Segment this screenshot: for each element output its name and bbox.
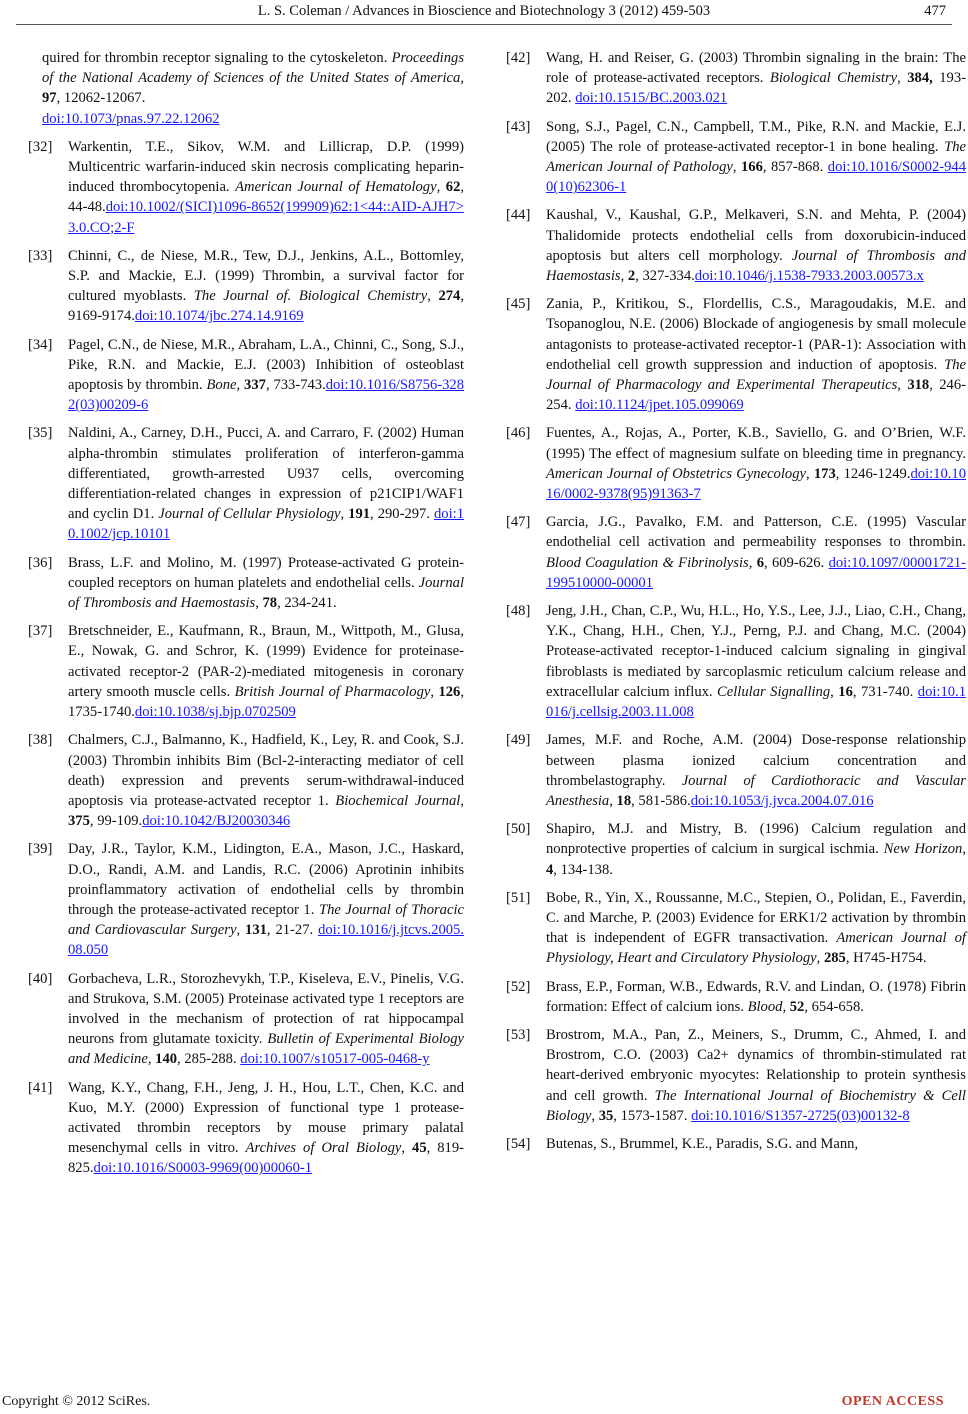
- volume: 285: [823, 950, 846, 967]
- reference-item: [506, 977, 966, 1017]
- pages: , 819-825.: [68, 1140, 465, 1177]
- journal-name: Biochemical Journal: [335, 792, 461, 809]
- reference-item: [28, 137, 464, 238]
- reference-item: [28, 730, 464, 831]
- authors-and-title: Shapiro, M.J. and Mistry, B. (1996) Calcium regulation and nonprotective properties of calcium in surgical ischmia.: [546, 821, 966, 858]
- separator: ,: [782, 998, 790, 1015]
- authors-and-title: Warkentin, T.E., Sikov, W.M. and Lillicrap, D.P. (1999) Multicentric warfarin-induced skin necrosis complicating heparin-induced thrombocytopenia.: [68, 138, 464, 196]
- doi-link[interactable]: doi:10.1073/pnas.97.22.12062: [42, 110, 220, 127]
- pages: 193-202.: [546, 70, 966, 107]
- reference-item: [28, 335, 464, 416]
- volume: 140: [155, 1051, 178, 1068]
- journal-name: Bulletin of Experimental Biology and Medicine: [68, 1031, 464, 1068]
- authors-and-title: Kaushal, V., Kaushal, G.P., Melkaveri, S.N. and Mehta, P. (2004) Thalidomide protects endothelial cells from doxorubicin-induced apoptosis but alters cell morphology.: [546, 207, 966, 264]
- separator: ,: [620, 268, 628, 285]
- authors-and-title: Jeng, J.H., Chan, C.P., Wu, H.L., Ho, Y.S., Lee, J.J., Liao, C.H., Chang, Y.K., Chang, H.H., Chen, Y.J., Perng, P.J. and Chang, M.C. (2004) Protease-activated receptor-1-induced calcium signaling in gingival fibroblasts is mediated by sarcoplasmic reticulum calcium release and extracellular calcium influx.: [546, 603, 966, 700]
- journal-name: The Journal of Pharmacology and Experimental Therapeutics: [546, 356, 966, 394]
- authors-and-title: Brass, E.P., Forman, W.B., Edwards, R.V. and Lindan, O. (1978) Fibrin formation: Effect of calcium ions.: [546, 978, 966, 1015]
- journal-name: Journal of Cellular Physiology: [158, 506, 341, 523]
- separator: ,: [427, 288, 439, 305]
- doi-link[interactable]: doi:10.1016/0002-9378(95)91363-7: [546, 465, 967, 503]
- journal-name: American Journal of Hematology: [235, 179, 437, 196]
- separator: ,: [460, 792, 464, 809]
- pages: , 327-334.: [635, 268, 695, 285]
- reference-text: [546, 117, 966, 198]
- reference-text: [546, 730, 966, 811]
- journal-name: The International Journal of Biochemistry & Cell Biology: [546, 1087, 966, 1124]
- separator: ,: [748, 554, 757, 571]
- volume: 384,: [907, 70, 933, 87]
- reference-item: [506, 117, 966, 198]
- reference-item: [28, 553, 464, 614]
- reference-number: [44]: [506, 207, 531, 224]
- authors-and-title: Brostrom, M.A., Pan, Z., Meiners, S., Drumm, C., Ahmed, I. and Brostrom, C.O. (2003) Ca2+ dynamics of thrombin-stimulated rat heart-derived embryonic myocytes: Relationship to protein synthesis and cell growth.: [546, 1026, 966, 1104]
- authors-and-title: Brass, L.F. and Molino, M. (1997) Protease-activated G protein-coupled receptors on human platelets and endothelial cells.: [68, 554, 464, 591]
- separator: ,: [830, 683, 839, 700]
- separator: ,: [430, 683, 439, 700]
- reference-text: [68, 553, 464, 614]
- journal-name: Cellular Signalling: [717, 683, 831, 700]
- pages: , 654-658.: [804, 998, 864, 1015]
- reference-item: [28, 1078, 464, 1179]
- volume: 375: [68, 813, 90, 830]
- authors-and-title: Naldini, A., Carney, D.H., Pucci, A. and Carraro, F. (2002) Human alpha-thrombin stimulates proliferation of interferon-gamma differentiated, growth-arrested U937 cells, overcoming differentiation-related changes in expression of p21CIP1/WAF1 and cyclin D1.: [68, 425, 464, 523]
- authors-and-title: Wang, K.Y., Chang, F.H., Jeng, J. H., Hou, L.T., Chen, K.C. and Kuo, M.Y. (2000) Expression of functional type 1 protease-activated thrombin receptors by mouse primary palatal mesenchymal cells in vitro.: [68, 1079, 464, 1157]
- pages: , 285-288.: [177, 1051, 241, 1068]
- pages: , 581-586.: [631, 792, 691, 809]
- separator: ,: [591, 1107, 599, 1124]
- pages: , 99-109.: [89, 813, 143, 830]
- doi-link[interactable]: doi:10.1016/S0003-9969(00)00060-1: [93, 1160, 313, 1177]
- reference-item: [28, 969, 464, 1070]
- volume: 337: [244, 377, 266, 394]
- pages: , 134-138.: [553, 861, 613, 878]
- pages: , 290-297.: [370, 506, 434, 523]
- right-column: [506, 48, 966, 1162]
- journal-name: Blood Coagulation & Fibrinolysis: [546, 554, 749, 571]
- journal-name: Journal of Thrombosis and Haemostasis: [68, 574, 464, 612]
- journal-name: Bone: [206, 377, 237, 394]
- pages: , 1246-1249.: [835, 465, 911, 482]
- doi-link[interactable]: doi:10.1007/s10517-005-0468-y: [240, 1051, 430, 1068]
- volume: 35: [598, 1107, 614, 1124]
- volume: 318: [907, 377, 930, 394]
- doi-link[interactable]: doi:10.1124/jpet.105.099069: [575, 397, 744, 414]
- reference-number: [49]: [506, 732, 531, 749]
- reference-text: [546, 888, 966, 969]
- pages: , 733-743.: [265, 377, 326, 394]
- reference-item: [506, 819, 966, 880]
- running-title: L. S. Coleman / Advances in Bioscience and Biotechnology 3 (2012) 459-503: [257, 3, 711, 19]
- separator: ,: [436, 179, 446, 196]
- reference-number: [52]: [506, 978, 531, 995]
- pages: , 1735-1740.: [68, 683, 464, 721]
- reference-text: [68, 423, 464, 544]
- doi-link[interactable]: doi:10.1002/jcp.10101: [68, 506, 464, 543]
- reference-text: [68, 730, 464, 831]
- reference-text: [546, 1025, 966, 1126]
- reference-item: [506, 1134, 966, 1154]
- reference-item: [28, 621, 464, 722]
- journal-name: The Journal of. Biological Chemistry: [193, 288, 428, 305]
- pages: , 9169-9174.: [68, 288, 464, 325]
- reference-text: [68, 246, 464, 327]
- volume: 274: [438, 288, 461, 305]
- reference-number: [53]: [506, 1026, 531, 1043]
- doi-link[interactable]: doi:10.1042/BJ20030346: [142, 813, 291, 830]
- authors-and-title: Pagel, C.N., de Niese, M.R., Abraham, L.A., Chinni, C., Song, S.J., Pike, R.N. and Mackie, E.J. (2003) Inhibition of osteoblast apoptosis by thrombin.: [68, 336, 464, 394]
- authors-and-title: James, M.F. and Roche, A.M. (2004) Dose-response relationship between plasma ionized calcium concentration and thrombelastography.: [546, 732, 966, 789]
- volume: 126: [438, 683, 461, 700]
- authors-and-title: Garcia, J.G., Pavalko, F.M. and Patterson, C.E. (1995) Vascular endothelial cell activation and permeability responses to thrombin.: [546, 514, 966, 551]
- journal-name: Archives of Oral Biology: [245, 1140, 402, 1157]
- volume: 191: [348, 506, 371, 523]
- reference-number: [45]: [506, 296, 531, 313]
- separator: ,: [340, 506, 349, 523]
- reference-number: [37]: [28, 623, 53, 640]
- reference-item: [506, 512, 966, 593]
- separator: ,: [401, 1140, 413, 1157]
- doi-link[interactable]: doi:10.1515/BC.2003.021: [575, 90, 728, 107]
- reference-number: [42]: [506, 50, 531, 66]
- doi-link[interactable]: doi:10.1016/S1357-2725(03)00132-8: [691, 1107, 910, 1124]
- running-header: [0, 0, 968, 32]
- page-number: 477: [924, 3, 946, 19]
- header-divider: [16, 24, 952, 25]
- separator: ,: [962, 841, 966, 858]
- reference-item: [506, 1025, 966, 1126]
- journal-name: Proceedings of the National Academy of Sciences of the United States of America: [42, 50, 464, 87]
- reference-item: [506, 730, 966, 811]
- separator: ,: [805, 465, 814, 482]
- volume: 16: [838, 683, 853, 700]
- reference-list-right: [506, 48, 966, 1154]
- reference-number: [32]: [28, 138, 53, 155]
- reference-number: [41]: [28, 1079, 53, 1096]
- reference-item: [506, 205, 966, 286]
- reference-list-left: [28, 137, 464, 1179]
- reference-item: [506, 423, 966, 504]
- reference-text: [546, 512, 966, 593]
- reference-text: [68, 1078, 464, 1179]
- reference-item: [28, 246, 464, 327]
- reference-text: [546, 423, 966, 504]
- reference-number: [54]: [506, 1135, 531, 1152]
- separator: ,: [236, 377, 245, 394]
- doi-link[interactable]: doi:10.1053/j.jvca.2004.07.016: [690, 792, 874, 809]
- reference-text: [546, 205, 966, 286]
- separator: ,: [609, 792, 617, 809]
- pages: , 234-241.: [277, 595, 337, 612]
- doi-link[interactable]: doi:10.1016/j.cellsig.2003.11.008: [546, 683, 967, 721]
- volume: 173: [813, 465, 836, 482]
- reference-item: [28, 423, 464, 544]
- journal-name: Journal of Thrombosis and Haemostasis: [546, 247, 966, 285]
- volume: 78: [262, 595, 278, 612]
- separator: ,: [897, 70, 908, 87]
- pages: , 731-740.: [852, 683, 918, 700]
- pages: , H745-H754.: [845, 950, 927, 967]
- reference-number: [40]: [28, 970, 53, 987]
- volume: 6: [756, 554, 764, 571]
- journal-name: American Journal of Physiology, Heart and Circulatory Physiology: [546, 930, 966, 967]
- journal-name: British Journal of Pharmacology: [234, 683, 431, 700]
- reference-number: [38]: [28, 732, 53, 749]
- doi-link[interactable]: doi:10.1097/00001721-199510000-00001: [546, 554, 967, 591]
- authors-and-title: Day, J.R., Taylor, K.M., Lidington, E.A., Mason, J.C., Haskard, D.O., Randi, A.M. and Landis, R.C. (2006) Aprotinin inhibits proinflammatory activation of endothelial cells by thrombin through the protease-activated receptor 1.: [68, 841, 464, 918]
- doi-link[interactable]: doi:10.1016/S0002-9440(10)62306-1: [546, 159, 967, 196]
- journal-name: American Journal of Obstetrics Gynecology: [546, 465, 806, 482]
- doi-link[interactable]: doi:10.1038/sj.bjp.0702509: [134, 704, 296, 721]
- authors-and-title: Gorbacheva, L.R., Storozhevykh, T.P., Kiseleva, E.V., Pinelis, V.G. and Strukova, S.M. (2005) Proteinase activated type 1 receptors are involved in the mechanism of protection of rat hippocampal neurons from glutamate toxicity.: [68, 970, 464, 1048]
- pages: , 21-27.: [266, 922, 319, 939]
- open-access-label: OPEN ACCESS: [841, 1394, 944, 1409]
- reference-number: [51]: [506, 889, 531, 906]
- reference-text: [546, 601, 966, 722]
- authors-and-title: Chalmers, C.J., Balmanno, K., Hadfield, K., Ley, R. and Cook, S.J. (2003) Thrombin inhibits Bim (Bcl-2-interacting mediator of cell death) expression and prevents serum-withdrawal-induced apoptosis via protease-actvated receptor 1.: [68, 732, 464, 809]
- reference-item: [506, 888, 966, 969]
- pages: , 1573-1587.: [613, 1107, 692, 1124]
- volume: 4: [546, 861, 554, 878]
- reference-text: [546, 1134, 966, 1154]
- reference-text: [68, 969, 464, 1070]
- volume: 131: [245, 922, 267, 939]
- pages: , 609-626.: [763, 554, 829, 571]
- journal-name: The American Journal of Pathology: [546, 138, 966, 176]
- authors-and-title: Zania, P., Kritikou, S., Flordellis, C.S., Maragoudakis, M.E. and Tsopanoglou, N.E. (2006) Blockade of angiogenesis by small molecule antagonists to protease-activated receptor-1 (PAR-1): Association with endothelial cell growth suppression and induction of apoptosis.: [546, 296, 966, 373]
- authors-and-title: Chinni, C., de Niese, M.R., Tew, D.J., Jenkins, A.L., Bottomley, S.P. and Mackie, E.J. (1999) Thrombin, a survival factor for cultured myoblasts.: [68, 247, 464, 305]
- copyright-notice: Copyright © 2012 SciRes.: [2, 1394, 151, 1409]
- authors-and-title: Bretschneider, E., Kaufmann, R., Braun, M., Wittpoth, M., Glusa, E., Nowak, G. and Schror, K. (1999) Evidence for proteinase-activated receptor-2 (PAR-2)-mediated mitogenesis in coronary artery smooth muscle cells.: [68, 623, 464, 700]
- reference-number: [43]: [506, 118, 531, 135]
- reference-text: [546, 977, 966, 1017]
- reference-number: [48]: [506, 603, 531, 620]
- separator: ,: [147, 1051, 156, 1068]
- reference-item: [506, 294, 966, 415]
- journal-name: Blood: [747, 998, 783, 1015]
- authors-and-title: Butenas, S., Brummel, K.E., Paradis, S.G. and Mann,: [546, 1135, 859, 1152]
- journal-name: The Journal of Thoracic and Cardiovascular Surgery: [68, 901, 464, 939]
- volume: 45: [412, 1140, 427, 1157]
- volume: 97: [42, 90, 57, 107]
- doi-link[interactable]: doi:10.1016/j.jtcvs.2005.08.050: [68, 922, 464, 959]
- reference-number: [35]: [28, 425, 53, 442]
- reference-number: [47]: [506, 514, 531, 531]
- pages: , 246-254.: [546, 377, 966, 414]
- reference-item: [506, 601, 966, 722]
- reference-number: [39]: [28, 841, 53, 858]
- pages: , 44-48.: [68, 179, 465, 216]
- reference-number: [34]: [28, 336, 53, 353]
- journal-name: Journal of Cardiothoracic and Vascular Anesthesia: [546, 772, 966, 809]
- authors-and-title: Song, S.J., Pagel, C.N., Campbell, T.M., Pike, R.N. and Mackie, E.J. (2005) The role of protease-activated receptor-1 in bone healing.: [546, 118, 966, 155]
- pages: , 857-868.: [762, 159, 828, 176]
- reference-text: [68, 137, 464, 238]
- authors-and-title: Wang, H. and Reiser, G. (2003) Thrombin signaling in the brain: The role of protease-activated receptors.: [546, 50, 966, 87]
- reference-number: [50]: [506, 821, 531, 838]
- reference-text: [68, 335, 464, 416]
- reference-text: [546, 48, 966, 109]
- reference-item: [506, 48, 966, 109]
- doi-link[interactable]: doi:10.1046/j.1538-7933.2003.00573.x: [694, 268, 924, 285]
- left-column: [28, 48, 464, 1187]
- journal-name: New Horizon: [883, 841, 963, 858]
- doi-link[interactable]: doi:10.1016/S8756-3282(03)00209-6: [68, 377, 464, 414]
- volume: 52: [789, 998, 805, 1015]
- reference-text: [546, 819, 966, 880]
- continued-reference: quired for thrombin receptor signaling to the cytoskeleton. Proceedings of the National Academy of Sciences of the United States of America, 97, 12062-12067. doi:10.1073/pnas.97.22.12062: [42, 50, 464, 127]
- reference-number: [33]: [28, 247, 53, 264]
- reference-number: [36]: [28, 554, 53, 571]
- doi-link[interactable]: doi:10.1002/(SICI)1096-8652(199909)62:1<44::AID-AJH7>3.0.CO;2-F: [68, 199, 464, 236]
- separator: ,: [732, 159, 741, 176]
- doi-link[interactable]: doi:10.1074/jbc.274.14.9169: [134, 308, 304, 325]
- separator: ,: [255, 595, 263, 612]
- volume: 18: [616, 792, 632, 809]
- reference-text: [68, 621, 464, 722]
- volume: 2: [627, 268, 636, 285]
- reference-text: [68, 839, 464, 960]
- separator: ,: [816, 950, 824, 967]
- separator: ,: [897, 377, 908, 394]
- reference-number: [46]: [506, 425, 531, 442]
- authors-and-title: Bobe, R., Yin, X., Roussanne, M.C., Stepien, O., Polidan, E., Faverdin, C. and Marche, P. (2003) Evidence for ERK1/2 activation by thrombin that is independent of EGFR transactivation.: [546, 889, 966, 947]
- authors-and-title: Fuentes, A., Rojas, A., Porter, K.B., Saviello, G. and O’Brien, W.F. (1995) The effect of magnesium sulfate on bleeding time in pregnancy.: [546, 425, 966, 462]
- volume: 166: [741, 159, 763, 176]
- reference-text: [546, 294, 966, 415]
- separator: ,: [236, 922, 246, 939]
- volume: 62: [445, 179, 461, 196]
- journal-name: Biological Chemistry: [769, 70, 898, 87]
- reference-item: [28, 839, 464, 960]
